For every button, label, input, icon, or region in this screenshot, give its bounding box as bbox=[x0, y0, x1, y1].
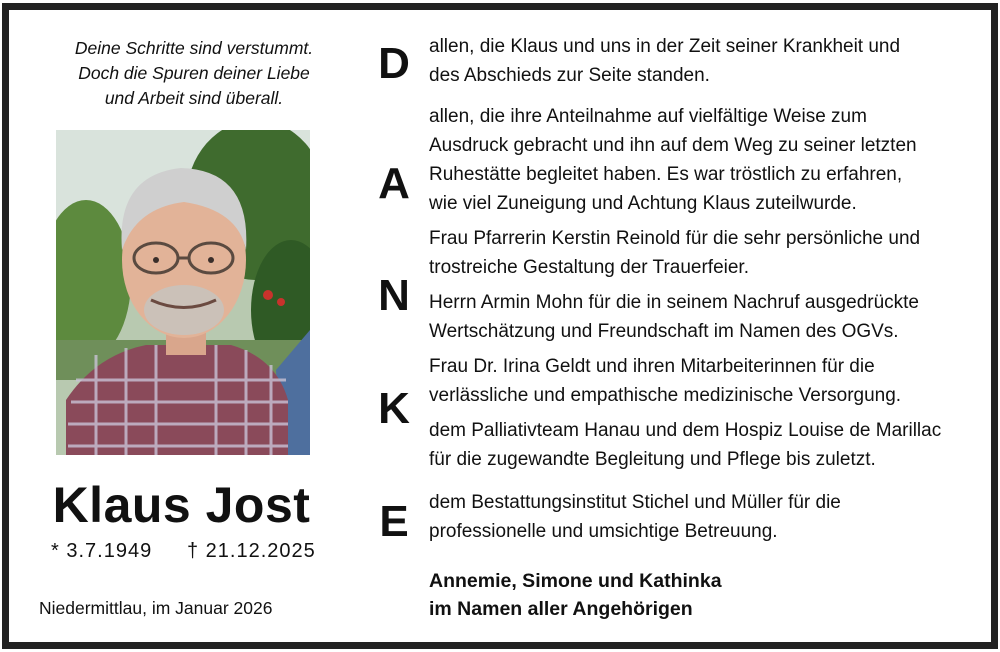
text-line: Frau Dr. Irina Geldt und ihren Mitarbeiterinnen für die bbox=[429, 356, 875, 377]
death-date: † 21.12.2025 bbox=[187, 540, 316, 562]
text-line: Ruhestätte begleitet haben. Es war tröstlich zu erfahren, bbox=[429, 164, 903, 185]
text-line: allen, die Klaus und uns in der Zeit seiner Krankheit und bbox=[429, 36, 901, 57]
danke-letter: K bbox=[378, 384, 410, 433]
text-line: Herrn Armin Mohn für die in seinem Nachruf ausgedrückte bbox=[429, 292, 920, 313]
portrait-illustration bbox=[56, 130, 310, 455]
text-line: wie viel Zuneigung und Achtung Klaus zuteilwurde. bbox=[429, 193, 857, 214]
deceased-name: Klaus Jost bbox=[52, 477, 311, 533]
birth-date: * 3.7.1949 bbox=[51, 540, 153, 562]
signature-block bbox=[429, 567, 989, 623]
danke-letter: D bbox=[378, 39, 410, 88]
text-line: professionelle und umsichtige Betreuung. bbox=[429, 521, 778, 542]
motto-line: Doch die Spuren deiner Liebe bbox=[78, 63, 310, 83]
text-line: Frau Pfarrerin Kerstin Reinold für die sehr persönliche und bbox=[429, 228, 921, 249]
portrait-photo bbox=[56, 130, 310, 455]
danke-letter: A bbox=[378, 159, 410, 208]
danke-vertical-word bbox=[364, 10, 424, 642]
text-line: trostreiche Gestaltung der Trauerfeier. bbox=[429, 257, 749, 278]
text-line: für die zugewandte Begleitung und Pflege bis zuletzt. bbox=[429, 449, 876, 470]
text-line: verlässliche und empathische medizinische Versorgung. bbox=[429, 385, 902, 406]
danke-letter: N bbox=[378, 271, 410, 320]
thanks-paragraph bbox=[429, 488, 989, 546]
text-line: dem Palliativteam Hanau und dem Hospiz Louise de Marillac bbox=[429, 420, 942, 441]
text-line: Wertschätzung und Freundschaft im Namen des OGVs. bbox=[429, 321, 899, 342]
text-line: allen, die ihre Anteilnahme auf vielfältige Weise zum bbox=[429, 106, 867, 127]
thanks-paragraph bbox=[429, 416, 989, 474]
thanks-paragraph bbox=[429, 102, 989, 218]
motto-line: Deine Schritte sind verstummt. bbox=[74, 38, 314, 58]
thanks-paragraph bbox=[429, 352, 989, 410]
signature-line: im Namen aller Angehörigen bbox=[429, 598, 693, 620]
motto-line: und Arbeit sind überall. bbox=[104, 88, 284, 108]
thanks-paragraph bbox=[429, 288, 989, 346]
text-line: dem Bestattungsinstitut Stichel und Müller für die bbox=[429, 492, 841, 513]
text-line: des Abschieds zur Seite standen. bbox=[429, 65, 710, 86]
thanks-paragraph bbox=[429, 224, 989, 282]
text-line: Ausdruck gebracht und ihn auf dem Weg zu seiner letzten bbox=[429, 135, 917, 156]
obituary-frame bbox=[2, 3, 998, 649]
thanks-paragraph bbox=[429, 32, 989, 90]
left-column bbox=[9, 10, 354, 642]
danke-letter: E bbox=[379, 497, 409, 546]
signature-line: Annemie, Simone und Kathinka bbox=[429, 570, 722, 592]
motto-verse bbox=[49, 36, 339, 111]
place-and-date: Niedermittlau, im Januar 2026 bbox=[39, 598, 273, 618]
